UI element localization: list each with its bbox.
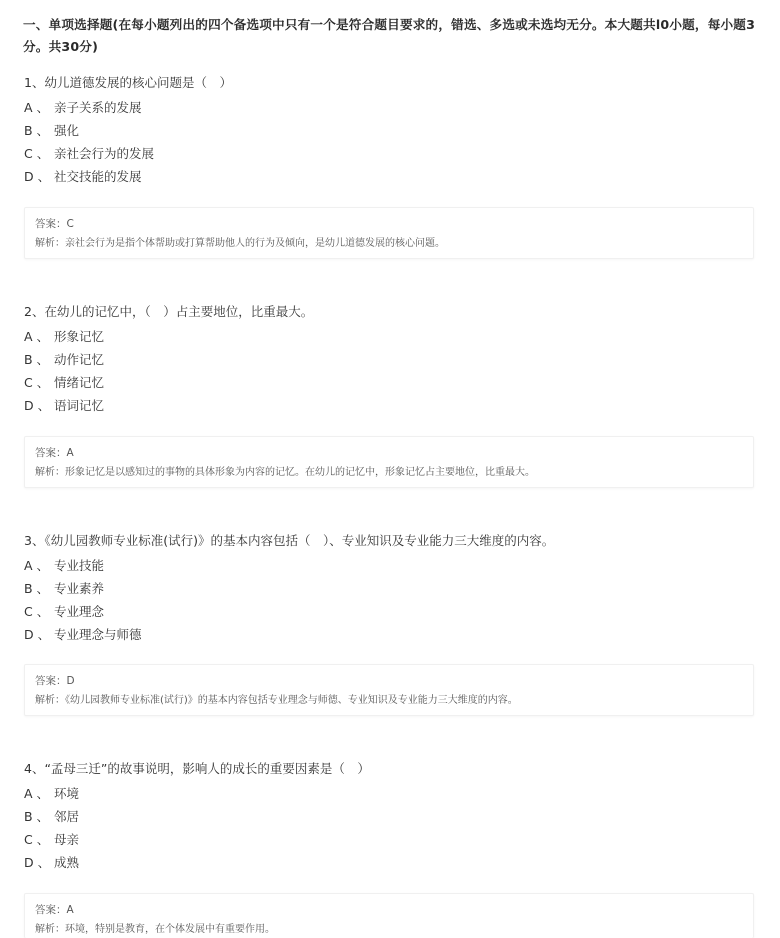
question-1	[24, 73, 764, 190]
option-text: 语词记忆	[54, 398, 105, 413]
question-2	[24, 302, 764, 419]
option-text: 邻居	[54, 809, 80, 824]
question-stem: 3、《幼儿园教师专业标准(试行)》的基本内容包括（ ）、专业知识及专业能力三大维度的内容。	[24, 533, 555, 548]
option-c	[24, 144, 764, 167]
option-text: 亲社会行为的发展	[54, 146, 155, 161]
option-d	[24, 853, 764, 876]
option-b	[24, 579, 764, 602]
option-text: 形象记忆	[54, 329, 105, 344]
question-stem: 4、“孟母三迁”的故事说明，影响人的成长的重要因素是（ ）	[24, 761, 370, 776]
option-letter: B 、	[24, 809, 50, 824]
option-text: 专业技能	[54, 558, 105, 573]
option-c	[24, 373, 764, 396]
option-letter: D 、	[24, 169, 51, 184]
option-text: 专业理念与师德	[54, 627, 142, 642]
option-c	[24, 602, 764, 625]
analysis-text: 解析：《幼儿园教师专业标准(试行)》的基本内容包括专业理念与师德、专业知识及专业能力三大维度的内容。	[35, 695, 518, 706]
question-stem: 1、幼儿道德发展的核心问题是（ ）	[24, 75, 232, 90]
answer-box-4	[24, 893, 754, 938]
option-letter: B 、	[24, 123, 50, 138]
option-letter: B 、	[24, 581, 50, 596]
analysis-text: 解析：环境，特别是教育，在个体发展中有重要作用。	[35, 924, 275, 935]
answer-text: 答案：D	[35, 675, 75, 687]
question-3	[24, 531, 764, 648]
option-text: 亲子关系的发展	[54, 100, 142, 115]
answer-text: 答案：A	[35, 904, 74, 916]
section-header: 一、单项选择题(在每小题列出的四个备选项中只有一个是符合题目要求的，错选、多选或未选均无分。本大题共l0小题，每小题3分。共30分)	[23, 17, 756, 54]
answer-text: 答案：C	[35, 218, 74, 230]
option-letter: A 、	[24, 329, 50, 344]
option-a	[24, 784, 764, 807]
option-a	[24, 327, 764, 350]
option-text: 动作记忆	[54, 352, 105, 367]
option-letter: C 、	[24, 146, 50, 161]
option-text: 环境	[54, 786, 80, 801]
analysis-text: 解析：亲社会行为是指个体帮助或打算帮助他人的行为及倾向，是幼儿道德发展的核心问题。	[35, 238, 445, 249]
option-text: 专业素养	[54, 581, 105, 596]
analysis-text: 解析：形象记忆是以感知过的事物的具体形象为内容的记忆。在幼儿的记忆中，形象记忆占主要地位，比重最大。	[35, 467, 535, 478]
answer-box-1	[24, 207, 754, 259]
option-a	[24, 556, 764, 579]
option-text: 专业理念	[54, 604, 105, 619]
option-letter: A 、	[24, 786, 50, 801]
option-letter: B 、	[24, 352, 50, 367]
question-stem: 2、在幼儿的记忆中，（ ）占主要地位，比重最大。	[24, 304, 314, 319]
option-b	[24, 121, 764, 144]
question-4	[24, 759, 764, 876]
option-b	[24, 350, 764, 373]
option-text: 成熟	[54, 855, 80, 870]
option-b	[24, 807, 764, 830]
option-text: 母亲	[54, 832, 80, 847]
option-a	[24, 98, 764, 121]
option-letter: C 、	[24, 604, 50, 619]
answer-box-2	[24, 436, 754, 488]
answer-box-3	[24, 664, 754, 716]
option-letter: C 、	[24, 375, 50, 390]
option-text: 社交技能的发展	[54, 169, 142, 184]
option-text: 强化	[54, 123, 80, 138]
option-c	[24, 830, 764, 853]
option-letter: D 、	[24, 855, 51, 870]
option-d	[24, 167, 764, 190]
option-letter: A 、	[24, 100, 50, 115]
answer-text: 答案：A	[35, 447, 74, 459]
option-letter: D 、	[24, 627, 51, 642]
option-letter: A 、	[24, 558, 50, 573]
option-letter: D 、	[24, 398, 51, 413]
option-d	[24, 625, 764, 648]
option-text: 情绪记忆	[54, 375, 105, 390]
option-d	[24, 396, 764, 419]
option-letter: C 、	[24, 832, 50, 847]
